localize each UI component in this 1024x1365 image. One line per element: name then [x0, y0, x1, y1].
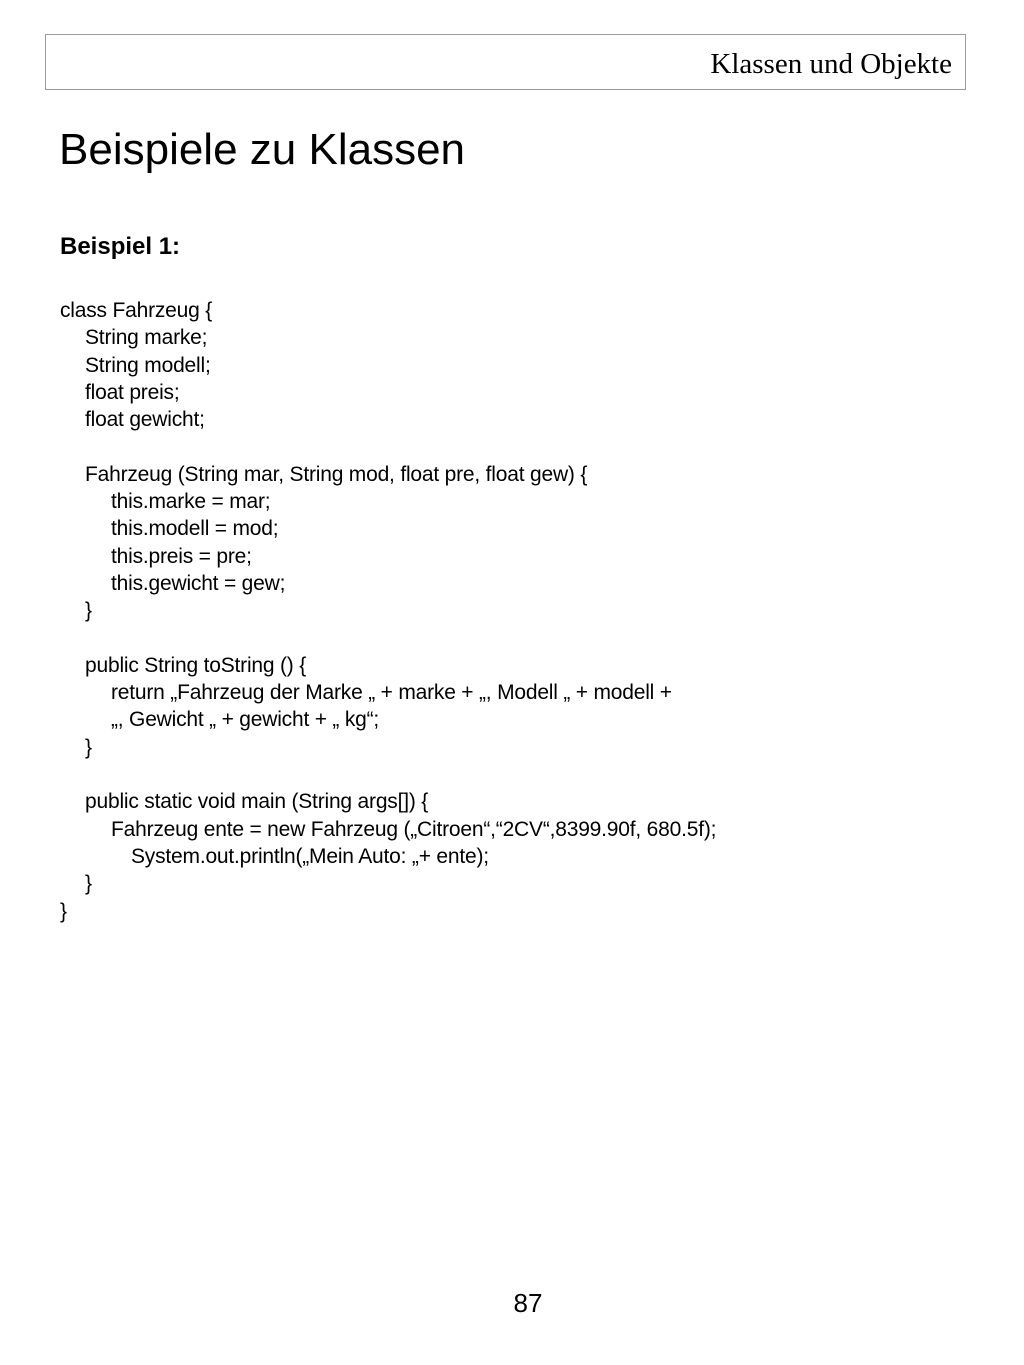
code-blank-line — [60, 433, 960, 460]
header-box — [45, 34, 966, 90]
code-line: } — [85, 599, 92, 623]
code-line: Fahrzeug (String mar, String mod, float pre, float gew) { — [85, 462, 588, 486]
code-line: } — [85, 872, 92, 896]
code-blank-line — [60, 761, 960, 788]
code-line: System.out.println(„Mein Auto: „+ ente); — [131, 844, 489, 868]
code-line: float preis; — [85, 380, 180, 404]
code-line: } — [85, 735, 92, 759]
code-line: this.gewicht = gew; — [111, 571, 286, 595]
code-block — [60, 297, 960, 925]
code-line: public static void main (String args[]) { — [85, 790, 429, 814]
page-number: 87 — [513, 1288, 543, 1318]
example-heading: Beispiel 1: — [60, 233, 181, 260]
code-line: this.marke = mar; — [111, 490, 271, 514]
code-line: float gewicht; — [85, 408, 205, 432]
code-line: } — [60, 899, 67, 923]
code-line: String marke; — [85, 326, 208, 350]
code-line: public String toString () { — [85, 653, 307, 677]
code-line: Fahrzeug ente = new Fahrzeug („Citroen“,“2CV“,8399.90f, 680.5f); — [111, 817, 717, 841]
header-title: Klassen und Objekte — [710, 48, 952, 80]
page-title: Beispiele zu Klassen — [59, 125, 466, 174]
code-line: this.preis = pre; — [111, 544, 252, 568]
code-line: „, Gewicht „ + gewicht + „ kg“; — [111, 708, 380, 732]
code-blank-line — [60, 625, 960, 652]
code-line: return „Fahrzeug der Marke „ + marke + „, Modell „ + modell + — [111, 681, 672, 705]
code-line: String modell; — [85, 353, 211, 377]
code-line: class Fahrzeug { — [60, 299, 213, 322]
code-line: this.modell = mod; — [111, 517, 279, 541]
